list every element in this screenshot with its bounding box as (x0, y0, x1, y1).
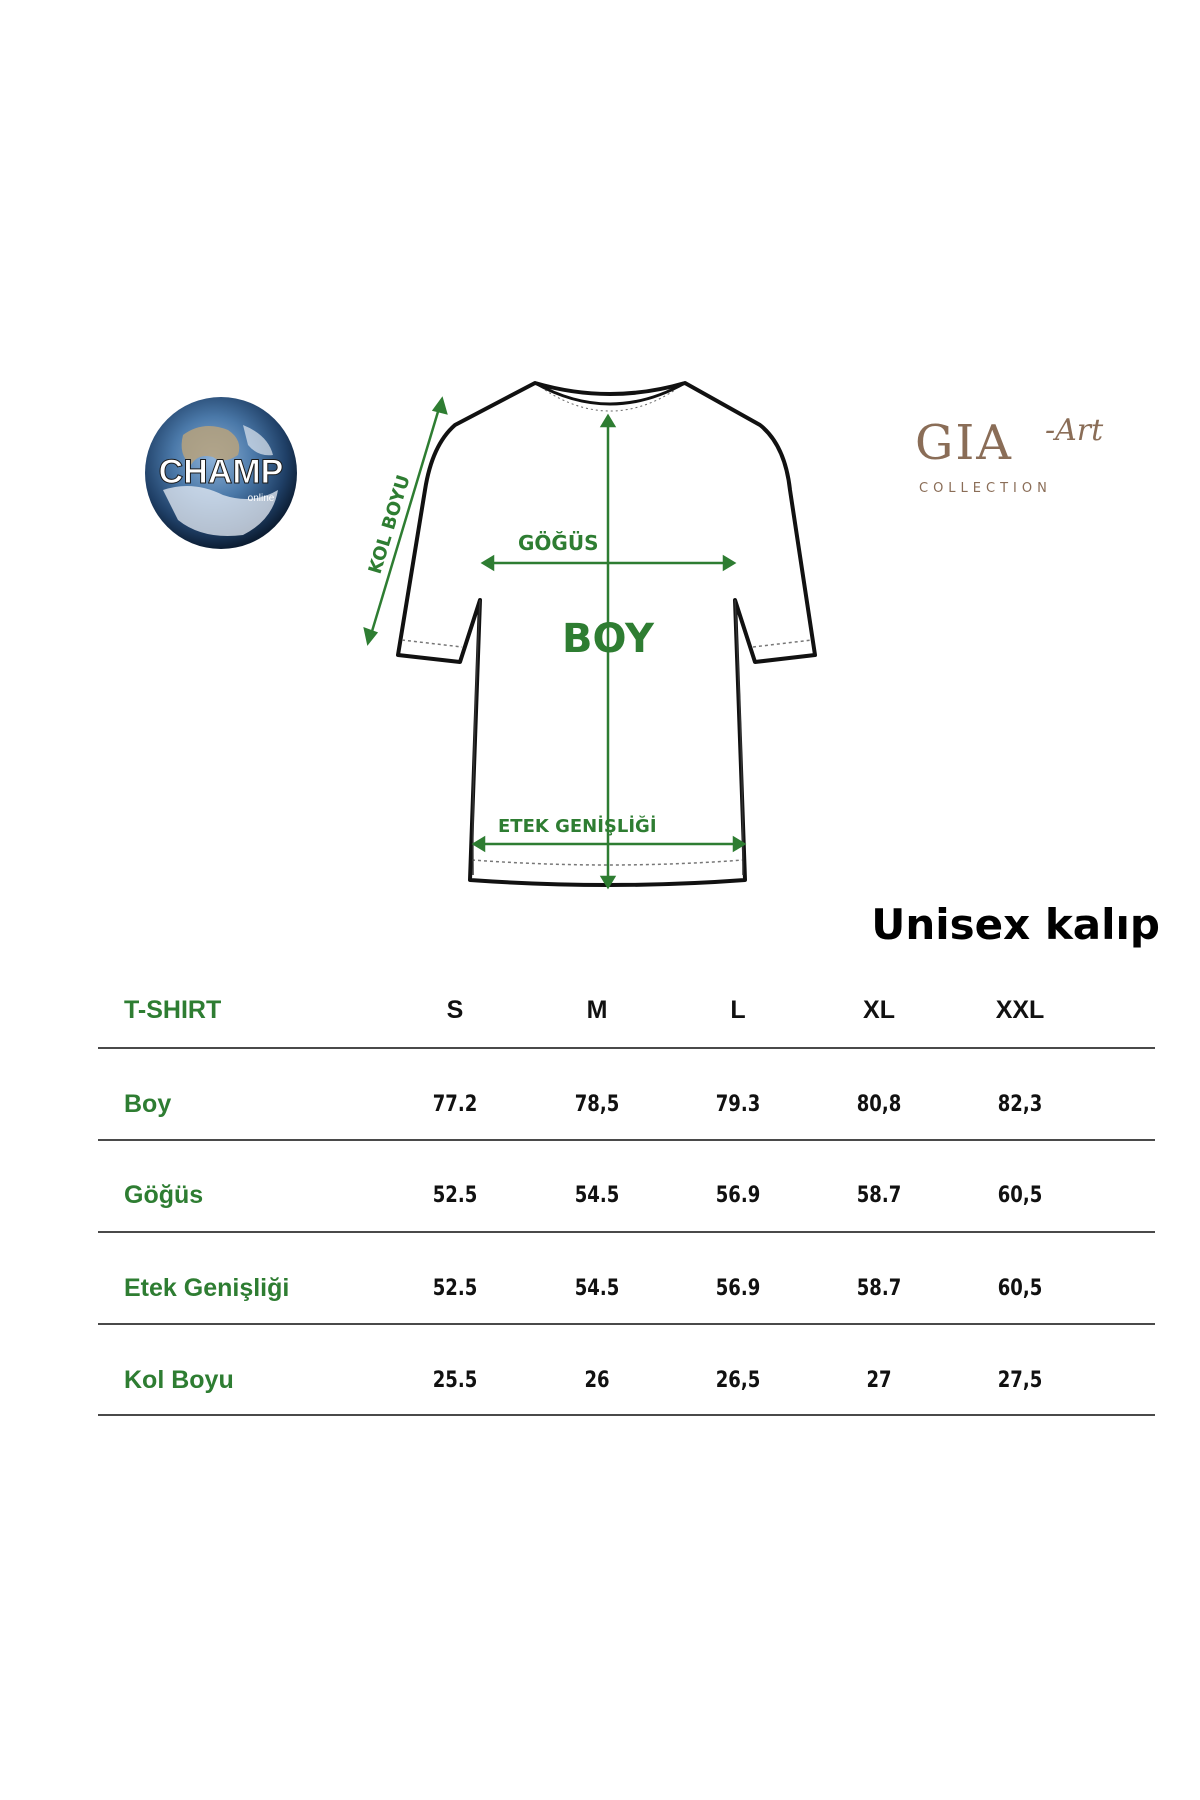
row-label-gogus: Göğüs (124, 1181, 204, 1209)
size-header-xl: XL (863, 996, 895, 1024)
table-cell: 56.9 (715, 1276, 761, 1301)
tshirt-diagram (360, 370, 860, 910)
table-cell: 52.5 (432, 1183, 478, 1208)
champ-logo-text: CHAMP (158, 453, 284, 491)
table-cell: 26,5 (715, 1368, 761, 1393)
table-cell: 79.3 (715, 1092, 761, 1117)
table-cell: 82,3 (997, 1092, 1043, 1117)
table-cell: 60,5 (997, 1276, 1043, 1301)
boy-label: BOY (561, 616, 655, 662)
gogus-label: GÖĞÜS (518, 531, 599, 555)
table-cell: 25.5 (432, 1368, 478, 1393)
row-label-kol-boyu: Kol Boyu (124, 1366, 234, 1394)
kol-boyu-label: KOL BOYU (364, 472, 415, 577)
table-cell: 56.9 (715, 1183, 761, 1208)
champ-logo-sub: online (247, 493, 275, 504)
gia-logo-main: GIA (915, 415, 1013, 471)
table-cell: 54.5 (574, 1183, 620, 1208)
size-header-xxl: XXL (995, 996, 1045, 1024)
table-divider (98, 1231, 1155, 1233)
row-label-boy: Boy (124, 1090, 172, 1118)
table-cell: 58.7 (856, 1276, 902, 1301)
champ-logo (143, 395, 299, 551)
table-cell: 58.7 (856, 1183, 902, 1208)
gia-logo-sub: COLLECTION (919, 481, 1052, 496)
table-cell: 54.5 (574, 1276, 620, 1301)
table-divider (98, 1047, 1155, 1049)
etek-label: ETEK GENİŞLİĞİ (498, 816, 657, 837)
table-cell: 52.5 (432, 1276, 478, 1301)
size-header-m: M (586, 996, 608, 1024)
row-label-etek: Etek Genişliği (124, 1274, 290, 1302)
gia-logo-art: -Art (1045, 413, 1104, 448)
table-divider (98, 1323, 1155, 1325)
table-cell: 60,5 (997, 1183, 1043, 1208)
table-cell: 80,8 (856, 1092, 902, 1117)
gia-logo (905, 405, 1155, 505)
table-cell: 77.2 (432, 1092, 478, 1117)
table-header-label: T-SHIRT (124, 996, 222, 1024)
table-divider (98, 1414, 1155, 1416)
page-title: Unisex kalıp (871, 900, 1160, 949)
table-cell: 26 (584, 1368, 610, 1393)
table-cell: 78,5 (574, 1092, 620, 1117)
size-header-s: S (446, 996, 464, 1024)
table-cell: 27,5 (997, 1368, 1043, 1393)
table-cell: 27 (866, 1368, 892, 1393)
size-header-l: L (730, 996, 746, 1024)
table-divider (98, 1139, 1155, 1141)
